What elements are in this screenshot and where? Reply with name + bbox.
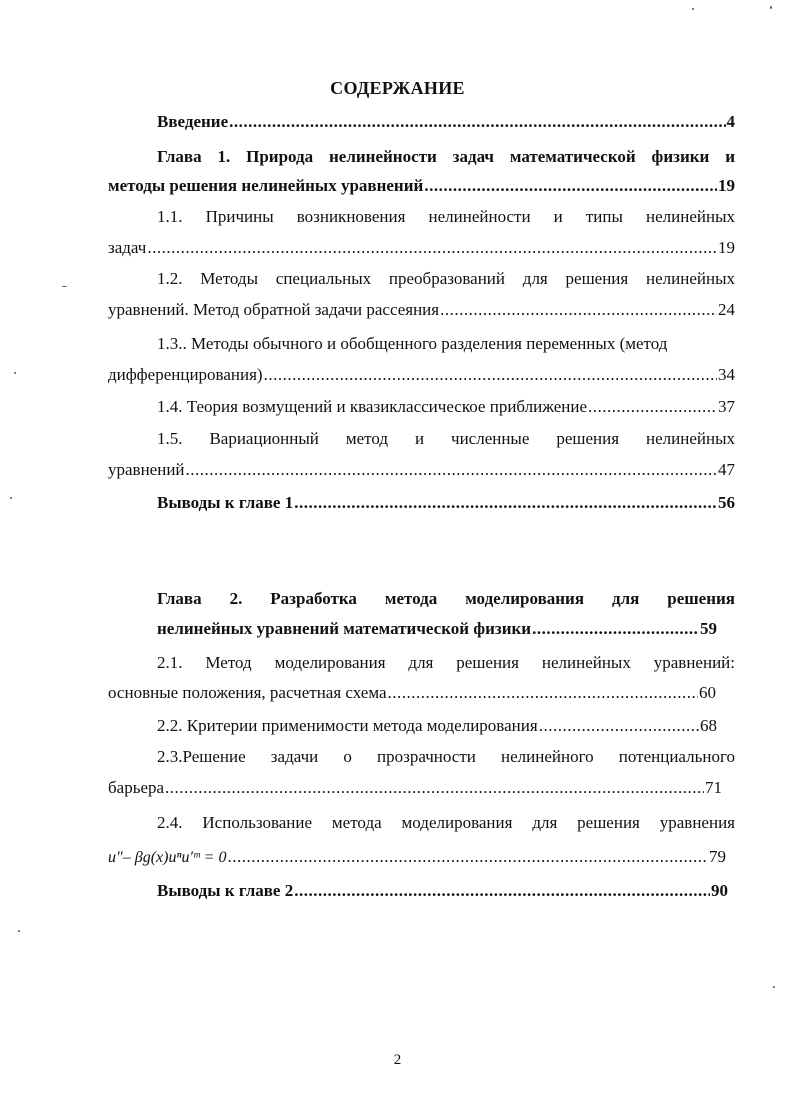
conclusions-2-label: Выводы к главе 2 [157, 881, 294, 900]
section-2-3-line2: барьера [108, 778, 165, 797]
toc-entry-section-1-4 [157, 396, 735, 418]
scan-speck [10, 497, 12, 499]
section-1-5-line2: уравнений [108, 460, 185, 479]
scan-speck [692, 8, 694, 10]
toc-entry-chapter1 [108, 175, 735, 197]
chapter1-heading-line2: методы решения нелинейных уравнений [108, 176, 424, 195]
scan-speck [18, 930, 20, 932]
toc-entry-page: 60 [699, 683, 716, 702]
toc-entry-section-1-3 [108, 364, 735, 386]
section-1-4-text: 1.4. Теория возмущений и квазиклассическое приближение [157, 397, 588, 416]
leader-dots [294, 880, 710, 902]
section-1-3-line1 [157, 333, 735, 355]
section-1-2-line1: 1.2. Методы специальных преобразований для решения нелинейных [157, 269, 735, 288]
leader-dots [165, 777, 704, 799]
toc-entry-page: 59 [700, 619, 717, 638]
toc-entry-section-1-2 [108, 299, 735, 321]
toc-entry-page: 4 [726, 112, 735, 131]
page-number: 2 [393, 1052, 402, 1068]
scan-speck [62, 286, 67, 287]
equation-formula: u"– βg(x)uⁿu′ᵐ = 0 [108, 849, 227, 866]
toc-entry-section-2-4 [108, 846, 726, 869]
section-1-3-text: 1.3.. Методы обычного и обобщенного разделения переменных (метод [157, 334, 668, 353]
leader-dots [227, 846, 708, 868]
chapter2-heading-line2: нелинейных уравнений математической физики [157, 619, 532, 638]
toc-entry-page: 47 [718, 460, 735, 479]
toc-entry-section-2-3 [108, 777, 722, 799]
leader-dots [424, 175, 717, 197]
leader-dots [588, 396, 717, 418]
toc-entry-label: Введение [157, 112, 229, 131]
leader-dots [440, 299, 717, 321]
toc-entry-page: 79 [709, 847, 726, 866]
toc-entry-section-1-1 [108, 237, 735, 259]
toc-entry-page: 56 [718, 493, 735, 512]
leader-dots [229, 111, 725, 133]
section-1-1-line1: 1.1. Причины возникновения нелинейности и типы нелинейных [157, 207, 735, 226]
section-2-2-text: 2.2. Критерии применимости метода моделирования [157, 716, 538, 735]
toc-entry-conclusions-2 [157, 880, 728, 902]
leader-dots [294, 492, 717, 514]
leader-dots [539, 715, 699, 737]
section-2-1-line2: основные положения, расчетная схема [108, 683, 387, 702]
leader-dots [264, 364, 717, 386]
section-1-1-line2: задач [108, 238, 147, 257]
toc-entry-page: 90 [711, 881, 728, 900]
scan-speck [773, 986, 775, 988]
section-1-2-line2: уравнений. Метод обратной задачи рассеяния [108, 300, 440, 319]
section-1-5-line1: 1.5. Вариационный метод и численные решения нелинейных [157, 429, 735, 448]
scan-speck [770, 6, 772, 9]
leader-dots [147, 237, 717, 259]
leader-dots [388, 682, 698, 704]
toc-entry-page: 71 [705, 778, 722, 797]
toc-entry-page: 19 [718, 238, 735, 257]
section-2-4-line1: 2.4. Использование метода моделирования для решения уравнения [157, 813, 735, 832]
toc-entry-section-1-5 [108, 459, 735, 481]
toc-entry-section-2-2 [157, 715, 717, 737]
toc-entry-page: 34 [718, 365, 735, 384]
chapter2-heading-line1: Глава 2. Разработка метода моделирования для решения [157, 589, 735, 608]
section-2-3-line1: 2.3.Решение задачи о прозрачности нелинейного потенциального [157, 747, 735, 766]
toc-entry-page: 19 [718, 176, 735, 195]
leader-dots [532, 618, 699, 640]
chapter1-heading-line1: Глава 1. Природа нелинейности задач математической физики и [157, 147, 735, 166]
section-2-1-line1: 2.1. Метод моделирования для решения нелинейных уравнений: [157, 653, 735, 672]
toc-entry-section-2-1 [108, 682, 716, 704]
toc-entry-page: 24 [718, 300, 735, 319]
conclusions-1-label: Выводы к главе 1 [157, 493, 294, 512]
leader-dots [186, 459, 717, 481]
toc-entry-page: 37 [718, 397, 735, 416]
page-title: СОДЕРЖАНИЕ [330, 78, 465, 98]
toc-entry-intro [157, 111, 735, 133]
toc-entry-conclusions-1 [157, 492, 735, 514]
section-1-3-line2: дифференцирования) [108, 365, 263, 384]
toc-entry-page: 68 [700, 716, 717, 735]
toc-entry-chapter2 [157, 618, 717, 640]
scan-speck [14, 372, 16, 374]
